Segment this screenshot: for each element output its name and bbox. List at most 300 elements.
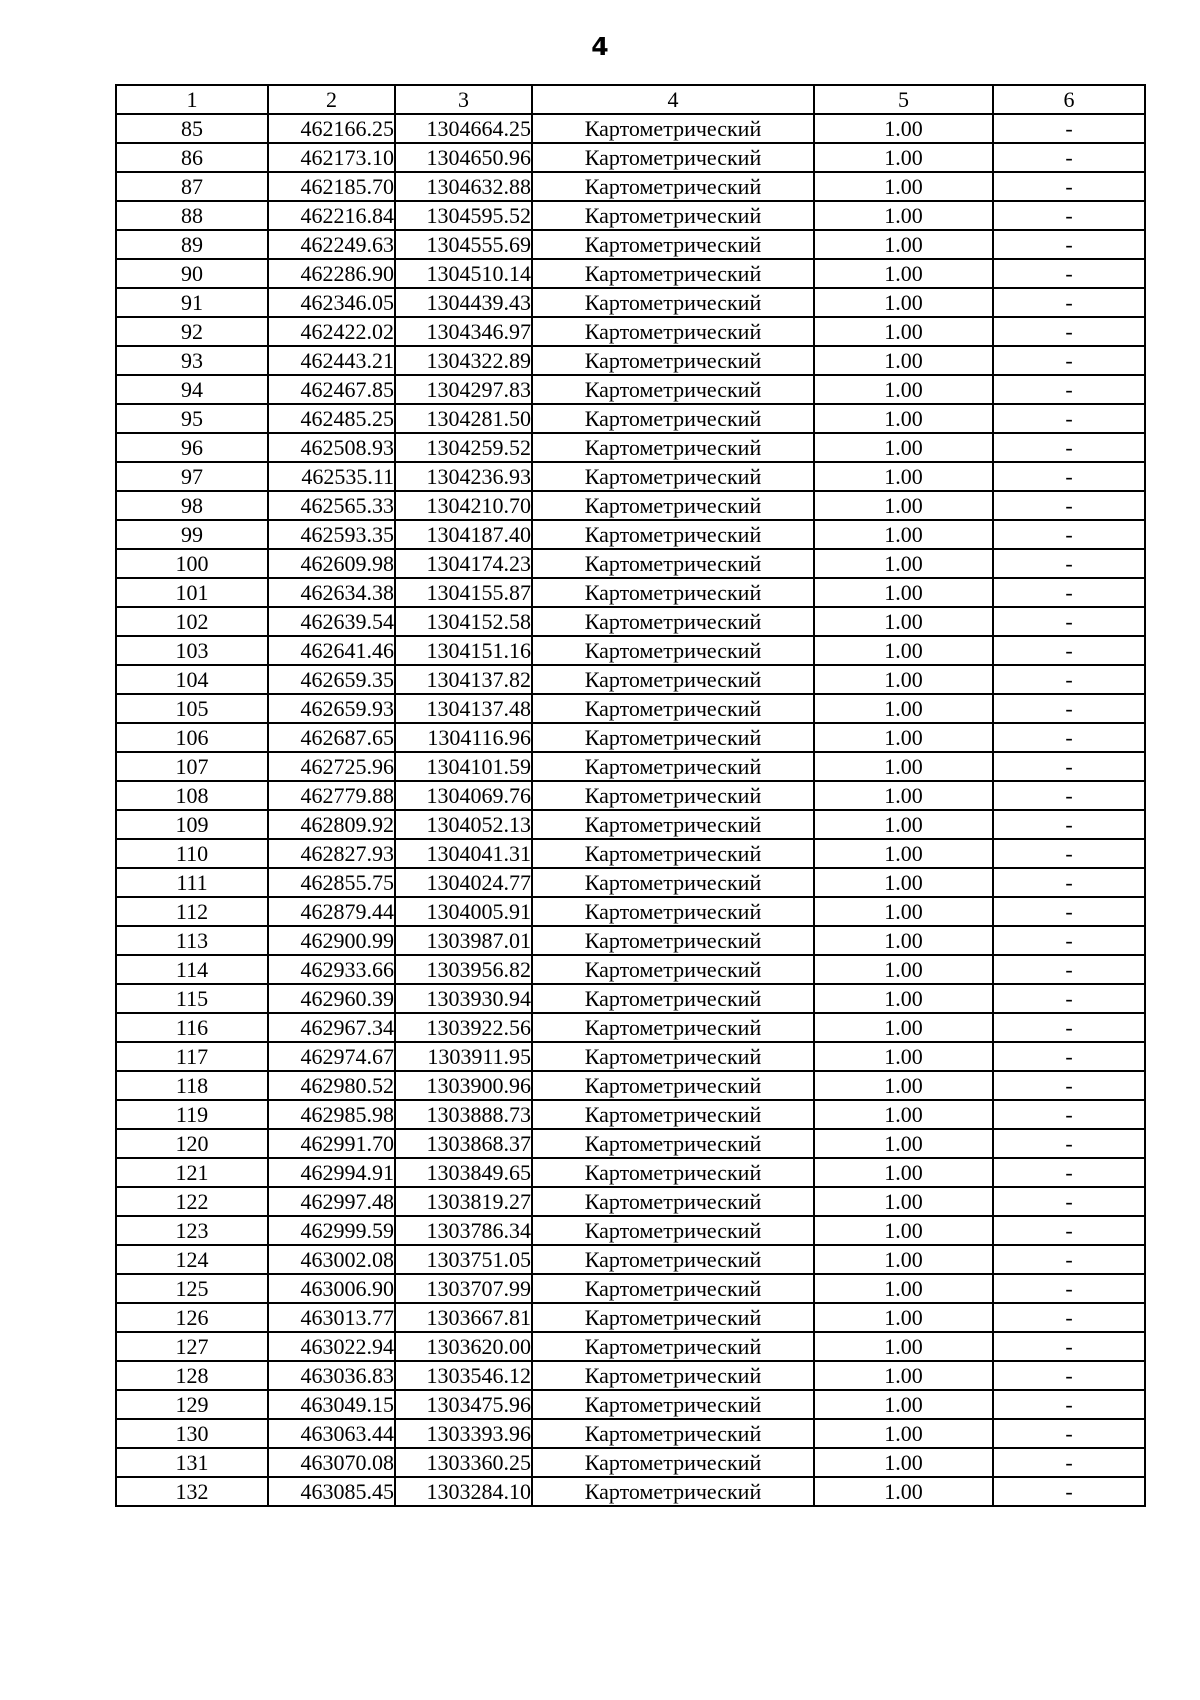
table-row [116, 433, 1145, 462]
method-cell: Картометрический [532, 955, 814, 984]
x-coordinate-cell: 463085.45 [268, 1477, 395, 1506]
method-cell: Картометрический [532, 114, 814, 143]
x-coordinate-cell: 462967.34 [268, 1013, 395, 1042]
point-number-cell: 118 [116, 1071, 268, 1100]
x-coordinate-cell: 462659.35 [268, 665, 395, 694]
method-cell: Картометрический [532, 607, 814, 636]
note-cell: - [993, 462, 1145, 491]
x-coordinate-cell: 463002.08 [268, 1245, 395, 1274]
table-row [116, 984, 1145, 1013]
table-row [116, 259, 1145, 288]
method-cell: Картометрический [532, 984, 814, 1013]
method-cell: Картометрический [532, 520, 814, 549]
x-coordinate-cell: 462974.67 [268, 1042, 395, 1071]
method-cell: Картометрический [532, 1303, 814, 1332]
x-coordinate-cell: 462346.05 [268, 288, 395, 317]
y-coordinate-cell: 1304005.91 [395, 897, 532, 926]
y-coordinate-cell: 1304174.23 [395, 549, 532, 578]
table-row [116, 230, 1145, 259]
method-cell: Картометрический [532, 462, 814, 491]
point-number-cell: 98 [116, 491, 268, 520]
x-coordinate-cell: 462535.11 [268, 462, 395, 491]
point-number-cell: 88 [116, 201, 268, 230]
x-coordinate-cell: 462855.75 [268, 868, 395, 897]
method-cell: Картометрический [532, 1100, 814, 1129]
accuracy-cell: 1.00 [814, 752, 993, 781]
point-number-cell: 116 [116, 1013, 268, 1042]
method-cell: Картометрический [532, 1274, 814, 1303]
note-cell: - [993, 491, 1145, 520]
note-cell: - [993, 1390, 1145, 1419]
method-cell: Картометрический [532, 317, 814, 346]
accuracy-cell: 1.00 [814, 1100, 993, 1129]
table-header-row [116, 85, 1145, 114]
table-row [116, 1158, 1145, 1187]
x-coordinate-cell: 462659.93 [268, 694, 395, 723]
point-number-cell: 121 [116, 1158, 268, 1187]
point-number-cell: 91 [116, 288, 268, 317]
point-number-cell: 129 [116, 1390, 268, 1419]
y-coordinate-cell: 1304151.16 [395, 636, 532, 665]
accuracy-cell: 1.00 [814, 694, 993, 723]
x-coordinate-cell: 462639.54 [268, 607, 395, 636]
point-number-cell: 107 [116, 752, 268, 781]
x-coordinate-cell: 462641.46 [268, 636, 395, 665]
accuracy-cell: 1.00 [814, 1245, 993, 1274]
accuracy-cell: 1.00 [814, 259, 993, 288]
table-row [116, 1419, 1145, 1448]
note-cell: - [993, 1477, 1145, 1506]
point-number-cell: 95 [116, 404, 268, 433]
method-cell: Картометрический [532, 1419, 814, 1448]
table-row [116, 1013, 1145, 1042]
coordinates-table [115, 84, 1146, 1507]
accuracy-cell: 1.00 [814, 955, 993, 984]
method-cell: Картометрический [532, 1361, 814, 1390]
point-number-cell: 85 [116, 114, 268, 143]
note-cell: - [993, 897, 1145, 926]
x-coordinate-cell: 462216.84 [268, 201, 395, 230]
x-coordinate-cell: 463049.15 [268, 1390, 395, 1419]
note-cell: - [993, 578, 1145, 607]
method-cell: Картометрический [532, 549, 814, 578]
accuracy-cell: 1.00 [814, 317, 993, 346]
x-coordinate-cell: 462779.88 [268, 781, 395, 810]
accuracy-cell: 1.00 [814, 723, 993, 752]
point-number-cell: 132 [116, 1477, 268, 1506]
note-cell: - [993, 1216, 1145, 1245]
accuracy-cell: 1.00 [814, 201, 993, 230]
accuracy-cell: 1.00 [814, 1390, 993, 1419]
point-number-cell: 131 [116, 1448, 268, 1477]
note-cell: - [993, 520, 1145, 549]
point-number-cell: 94 [116, 375, 268, 404]
table-row [116, 143, 1145, 172]
table-row [116, 665, 1145, 694]
y-coordinate-cell: 1303707.99 [395, 1274, 532, 1303]
table-row [116, 549, 1145, 578]
method-cell: Картометрический [532, 1129, 814, 1158]
x-coordinate-cell: 462994.91 [268, 1158, 395, 1187]
method-cell: Картометрический [532, 433, 814, 462]
note-cell: - [993, 636, 1145, 665]
y-coordinate-cell: 1303849.65 [395, 1158, 532, 1187]
point-number-cell: 104 [116, 665, 268, 694]
table-row [116, 810, 1145, 839]
accuracy-cell: 1.00 [814, 1216, 993, 1245]
method-cell: Картометрический [532, 491, 814, 520]
y-coordinate-cell: 1303786.34 [395, 1216, 532, 1245]
note-cell: - [993, 143, 1145, 172]
table-row [116, 288, 1145, 317]
x-coordinate-cell: 462467.85 [268, 375, 395, 404]
accuracy-cell: 1.00 [814, 839, 993, 868]
note-cell: - [993, 1100, 1145, 1129]
y-coordinate-cell: 1303393.96 [395, 1419, 532, 1448]
method-cell: Картометрический [532, 1187, 814, 1216]
x-coordinate-cell: 462960.39 [268, 984, 395, 1013]
y-coordinate-cell: 1304664.25 [395, 114, 532, 143]
method-cell: Картометрический [532, 404, 814, 433]
y-coordinate-cell: 1304137.48 [395, 694, 532, 723]
note-cell: - [993, 317, 1145, 346]
point-number-cell: 108 [116, 781, 268, 810]
accuracy-cell: 1.00 [814, 520, 993, 549]
method-cell: Картометрический [532, 723, 814, 752]
table-row [116, 114, 1145, 143]
note-cell: - [993, 172, 1145, 201]
point-number-cell: 115 [116, 984, 268, 1013]
y-coordinate-cell: 1304041.31 [395, 839, 532, 868]
table-row [116, 781, 1145, 810]
accuracy-cell: 1.00 [814, 897, 993, 926]
y-coordinate-cell: 1303360.25 [395, 1448, 532, 1477]
note-cell: - [993, 955, 1145, 984]
y-coordinate-cell: 1304052.13 [395, 810, 532, 839]
y-coordinate-cell: 1303546.12 [395, 1361, 532, 1390]
note-cell: - [993, 1042, 1145, 1071]
accuracy-cell: 1.00 [814, 288, 993, 317]
accuracy-cell: 1.00 [814, 1361, 993, 1390]
note-cell: - [993, 723, 1145, 752]
table-row [116, 607, 1145, 636]
accuracy-cell: 1.00 [814, 868, 993, 897]
table-row [116, 752, 1145, 781]
note-cell: - [993, 404, 1145, 433]
x-coordinate-cell: 463070.08 [268, 1448, 395, 1477]
table-row [116, 172, 1145, 201]
method-cell: Картометрический [532, 346, 814, 375]
method-cell: Картометрический [532, 839, 814, 868]
accuracy-cell: 1.00 [814, 1013, 993, 1042]
y-coordinate-cell: 1303911.95 [395, 1042, 532, 1071]
accuracy-cell: 1.00 [814, 491, 993, 520]
y-coordinate-cell: 1303819.27 [395, 1187, 532, 1216]
note-cell: - [993, 926, 1145, 955]
x-coordinate-cell: 462593.35 [268, 520, 395, 549]
note-cell: - [993, 1448, 1145, 1477]
table-row [116, 1100, 1145, 1129]
accuracy-cell: 1.00 [814, 1129, 993, 1158]
method-cell: Картометрический [532, 1042, 814, 1071]
x-coordinate-cell: 462933.66 [268, 955, 395, 984]
method-cell: Картометрический [532, 288, 814, 317]
accuracy-cell: 1.00 [814, 346, 993, 375]
point-number-cell: 102 [116, 607, 268, 636]
x-coordinate-cell: 462249.63 [268, 230, 395, 259]
y-coordinate-cell: 1303475.96 [395, 1390, 532, 1419]
method-cell: Картометрический [532, 1245, 814, 1274]
point-number-cell: 90 [116, 259, 268, 288]
y-coordinate-cell: 1303751.05 [395, 1245, 532, 1274]
point-number-cell: 130 [116, 1419, 268, 1448]
y-coordinate-cell: 1304152.58 [395, 607, 532, 636]
method-cell: Картометрический [532, 259, 814, 288]
table-row [116, 1187, 1145, 1216]
y-coordinate-cell: 1304236.93 [395, 462, 532, 491]
point-number-cell: 123 [116, 1216, 268, 1245]
accuracy-cell: 1.00 [814, 404, 993, 433]
accuracy-cell: 1.00 [814, 810, 993, 839]
note-cell: - [993, 781, 1145, 810]
point-number-cell: 109 [116, 810, 268, 839]
x-coordinate-cell: 462185.70 [268, 172, 395, 201]
point-number-cell: 119 [116, 1100, 268, 1129]
y-coordinate-cell: 1303667.81 [395, 1303, 532, 1332]
method-cell: Картометрический [532, 781, 814, 810]
y-coordinate-cell: 1304595.52 [395, 201, 532, 230]
y-coordinate-cell: 1304346.97 [395, 317, 532, 346]
method-cell: Картометрический [532, 1448, 814, 1477]
note-cell: - [993, 1245, 1145, 1274]
point-number-cell: 97 [116, 462, 268, 491]
table-row [116, 897, 1145, 926]
point-number-cell: 87 [116, 172, 268, 201]
note-cell: - [993, 549, 1145, 578]
point-number-cell: 106 [116, 723, 268, 752]
y-coordinate-cell: 1304555.69 [395, 230, 532, 259]
method-cell: Картометрический [532, 636, 814, 665]
method-cell: Картометрический [532, 172, 814, 201]
accuracy-cell: 1.00 [814, 143, 993, 172]
accuracy-cell: 1.00 [814, 375, 993, 404]
header-cell: 2 [268, 85, 395, 114]
y-coordinate-cell: 1304632.88 [395, 172, 532, 201]
note-cell: - [993, 1303, 1145, 1332]
x-coordinate-cell: 462725.96 [268, 752, 395, 781]
y-coordinate-cell: 1303930.94 [395, 984, 532, 1013]
note-cell: - [993, 375, 1145, 404]
note-cell: - [993, 1332, 1145, 1361]
x-coordinate-cell: 463063.44 [268, 1419, 395, 1448]
method-cell: Картометрический [532, 1390, 814, 1419]
accuracy-cell: 1.00 [814, 1042, 993, 1071]
note-cell: - [993, 114, 1145, 143]
point-number-cell: 126 [116, 1303, 268, 1332]
y-coordinate-cell: 1304297.83 [395, 375, 532, 404]
note-cell: - [993, 1274, 1145, 1303]
table-row [116, 1274, 1145, 1303]
x-coordinate-cell: 463006.90 [268, 1274, 395, 1303]
note-cell: - [993, 1071, 1145, 1100]
accuracy-cell: 1.00 [814, 114, 993, 143]
table-row [116, 955, 1145, 984]
point-number-cell: 120 [116, 1129, 268, 1158]
x-coordinate-cell: 462173.10 [268, 143, 395, 172]
point-number-cell: 110 [116, 839, 268, 868]
method-cell: Картометрический [532, 1477, 814, 1506]
accuracy-cell: 1.00 [814, 636, 993, 665]
header-cell: 3 [395, 85, 532, 114]
method-cell: Картометрический [532, 926, 814, 955]
x-coordinate-cell: 462565.33 [268, 491, 395, 520]
method-cell: Картометрический [532, 694, 814, 723]
table-row [116, 1042, 1145, 1071]
accuracy-cell: 1.00 [814, 433, 993, 462]
x-coordinate-cell: 462827.93 [268, 839, 395, 868]
x-coordinate-cell: 462443.21 [268, 346, 395, 375]
y-coordinate-cell: 1304259.52 [395, 433, 532, 462]
method-cell: Картометрический [532, 375, 814, 404]
note-cell: - [993, 346, 1145, 375]
x-coordinate-cell: 462997.48 [268, 1187, 395, 1216]
x-coordinate-cell: 462999.59 [268, 1216, 395, 1245]
accuracy-cell: 1.00 [814, 578, 993, 607]
table-row [116, 346, 1145, 375]
point-number-cell: 89 [116, 230, 268, 259]
table-row [116, 1390, 1145, 1419]
table-row [116, 317, 1145, 346]
method-cell: Картометрический [532, 897, 814, 926]
table-row [116, 839, 1145, 868]
x-coordinate-cell: 462879.44 [268, 897, 395, 926]
method-cell: Картометрический [532, 1071, 814, 1100]
x-coordinate-cell: 462985.98 [268, 1100, 395, 1129]
method-cell: Картометрический [532, 810, 814, 839]
point-number-cell: 114 [116, 955, 268, 984]
point-number-cell: 101 [116, 578, 268, 607]
accuracy-cell: 1.00 [814, 1071, 993, 1100]
point-number-cell: 128 [116, 1361, 268, 1390]
x-coordinate-cell: 462286.90 [268, 259, 395, 288]
note-cell: - [993, 810, 1145, 839]
method-cell: Картометрический [532, 230, 814, 259]
note-cell: - [993, 1187, 1145, 1216]
table-row [116, 462, 1145, 491]
point-number-cell: 99 [116, 520, 268, 549]
y-coordinate-cell: 1303888.73 [395, 1100, 532, 1129]
y-coordinate-cell: 1303620.00 [395, 1332, 532, 1361]
header-cell: 4 [532, 85, 814, 114]
point-number-cell: 93 [116, 346, 268, 375]
table-row [116, 868, 1145, 897]
x-coordinate-cell: 462980.52 [268, 1071, 395, 1100]
table-row [116, 1303, 1145, 1332]
method-cell: Картометрический [532, 752, 814, 781]
accuracy-cell: 1.00 [814, 607, 993, 636]
x-coordinate-cell: 463022.94 [268, 1332, 395, 1361]
table-row [116, 520, 1145, 549]
point-number-cell: 117 [116, 1042, 268, 1071]
x-coordinate-cell: 462809.92 [268, 810, 395, 839]
table-row [116, 1216, 1145, 1245]
x-coordinate-cell: 462687.65 [268, 723, 395, 752]
note-cell: - [993, 839, 1145, 868]
accuracy-cell: 1.00 [814, 1274, 993, 1303]
x-coordinate-cell: 463036.83 [268, 1361, 395, 1390]
method-cell: Картометрический [532, 868, 814, 897]
point-number-cell: 112 [116, 897, 268, 926]
method-cell: Картометрический [532, 1216, 814, 1245]
note-cell: - [993, 230, 1145, 259]
y-coordinate-cell: 1303956.82 [395, 955, 532, 984]
accuracy-cell: 1.00 [814, 926, 993, 955]
x-coordinate-cell: 462422.02 [268, 317, 395, 346]
note-cell: - [993, 201, 1145, 230]
y-coordinate-cell: 1304210.70 [395, 491, 532, 520]
method-cell: Картометрический [532, 1332, 814, 1361]
table-row [116, 723, 1145, 752]
method-cell: Картометрический [532, 665, 814, 694]
note-cell: - [993, 752, 1145, 781]
point-number-cell: 96 [116, 433, 268, 462]
note-cell: - [993, 868, 1145, 897]
y-coordinate-cell: 1304069.76 [395, 781, 532, 810]
point-number-cell: 100 [116, 549, 268, 578]
y-coordinate-cell: 1303900.96 [395, 1071, 532, 1100]
note-cell: - [993, 1158, 1145, 1187]
note-cell: - [993, 665, 1145, 694]
note-cell: - [993, 607, 1145, 636]
method-cell: Картометрический [532, 1013, 814, 1042]
accuracy-cell: 1.00 [814, 1332, 993, 1361]
x-coordinate-cell: 462900.99 [268, 926, 395, 955]
x-coordinate-cell: 462485.25 [268, 404, 395, 433]
method-cell: Картометрический [532, 201, 814, 230]
table-row [116, 926, 1145, 955]
y-coordinate-cell: 1304650.96 [395, 143, 532, 172]
note-cell: - [993, 259, 1145, 288]
accuracy-cell: 1.00 [814, 462, 993, 491]
header-cell: 1 [116, 85, 268, 114]
note-cell: - [993, 1419, 1145, 1448]
note-cell: - [993, 1013, 1145, 1042]
y-coordinate-cell: 1304281.50 [395, 404, 532, 433]
y-coordinate-cell: 1304439.43 [395, 288, 532, 317]
y-coordinate-cell: 1304322.89 [395, 346, 532, 375]
table-row [116, 1477, 1145, 1506]
table-row [116, 636, 1145, 665]
x-coordinate-cell: 463013.77 [268, 1303, 395, 1332]
table-row [116, 201, 1145, 230]
point-number-cell: 103 [116, 636, 268, 665]
table-row [116, 694, 1145, 723]
y-coordinate-cell: 1304024.77 [395, 868, 532, 897]
table-row [116, 1245, 1145, 1274]
accuracy-cell: 1.00 [814, 230, 993, 259]
y-coordinate-cell: 1304187.40 [395, 520, 532, 549]
accuracy-cell: 1.00 [814, 665, 993, 694]
y-coordinate-cell: 1304137.82 [395, 665, 532, 694]
page-number: 4 [591, 32, 609, 61]
table-row [116, 1361, 1145, 1390]
accuracy-cell: 1.00 [814, 549, 993, 578]
x-coordinate-cell: 462166.25 [268, 114, 395, 143]
table-body [116, 114, 1145, 1506]
method-cell: Картометрический [532, 578, 814, 607]
accuracy-cell: 1.00 [814, 1303, 993, 1332]
point-number-cell: 125 [116, 1274, 268, 1303]
